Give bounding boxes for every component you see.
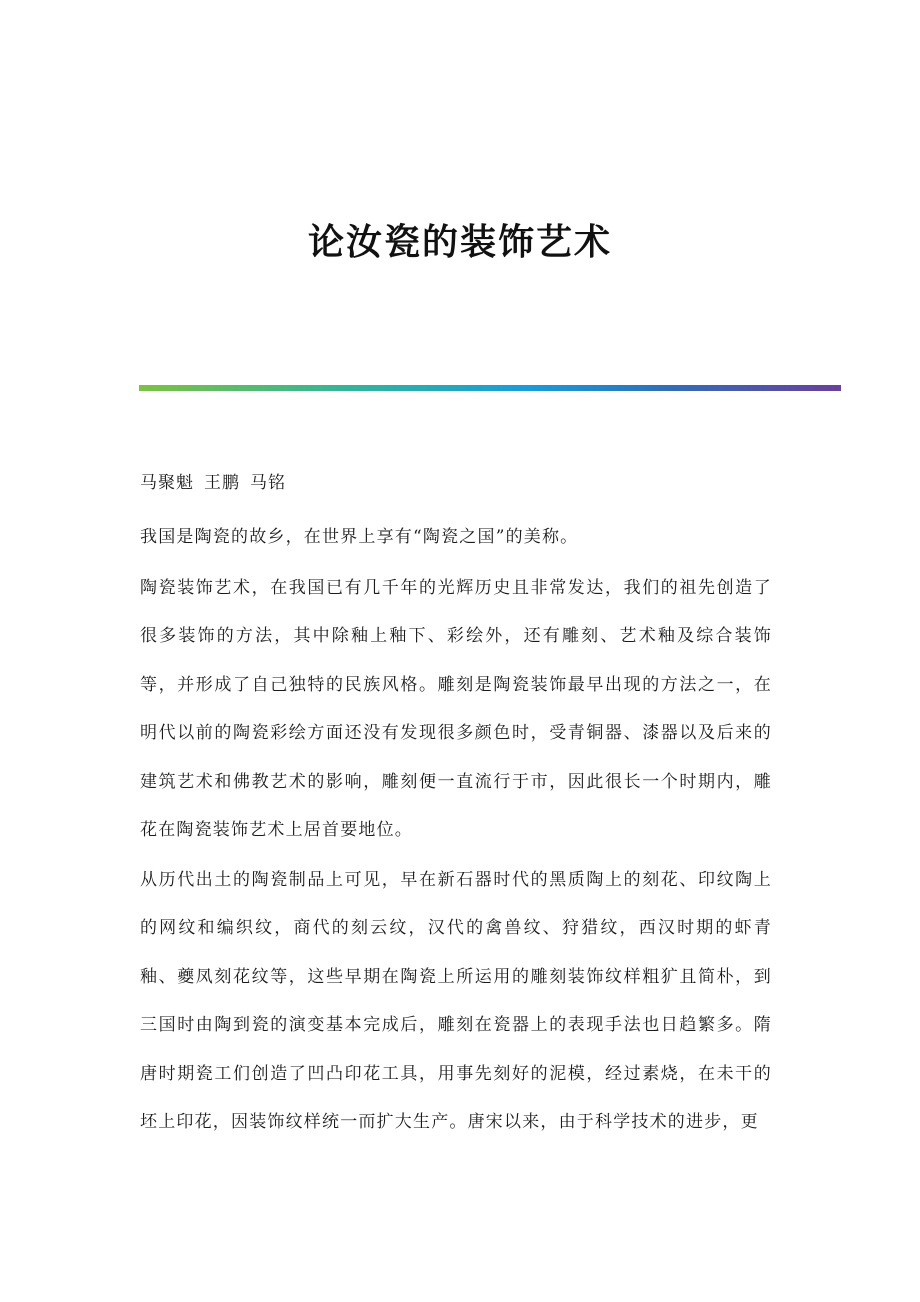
title-divider-bar	[139, 385, 841, 391]
document-body	[140, 463, 772, 1148]
paragraph-excavated-ceramics: 从历代出土的陶瓷制品上可见，早在新石器时代的黑质陶上的刻花、印纹陶上的网纹和编织纹，商代的刻云纹，汉代的禽兽纹、狩猎纹，西汉时期的虾青釉、夔凤刻花纹等，这些早期在陶瓷上所运用的雕刻装饰纹样粗犷且简朴，到三国时由陶到瓷的演变基本完成后，雕刻在瓷器上的表现手法也日趋繁多。隋唐时期瓷工们创造了凹凸印花工具，用事先刻好的泥模，经过素烧，在未干的坯上印花，因装饰纹样统一而扩大生产。唐宋以来，由于科学技术的进步，更	[140, 869, 772, 1132]
paragraph-decoration-history: 陶瓷装饰艺术，在我国已有几千年的光辉历史且非常发达，我们的祖先创造了很多装饰的方法，其中除釉上釉下、彩绘外，还有雕刻、艺术釉及综合装饰等，并形成了自己独特的民族风格。雕刻是陶瓷装饰最早出现的方法之一，在明代以前的陶瓷彩绘方面还没有发现很多颜色时，受青铜器、漆器以及后来的建筑艺术和佛教艺术的影响，雕刻便一直流行于市，因此很长一个时期内，雕花在陶瓷装饰艺术上居首要地位。	[140, 577, 772, 840]
paragraph-intro: 我国是陶瓷的故乡，在世界上享有“陶瓷之国”的美称。	[140, 527, 579, 547]
author-name: 马聚魁	[140, 473, 194, 493]
author-name: 王鹏	[204, 473, 240, 493]
author-name: 马铭	[250, 473, 286, 493]
author-line	[140, 463, 772, 503]
document-title: 论汝瓷的装饰艺术	[307, 221, 612, 263]
